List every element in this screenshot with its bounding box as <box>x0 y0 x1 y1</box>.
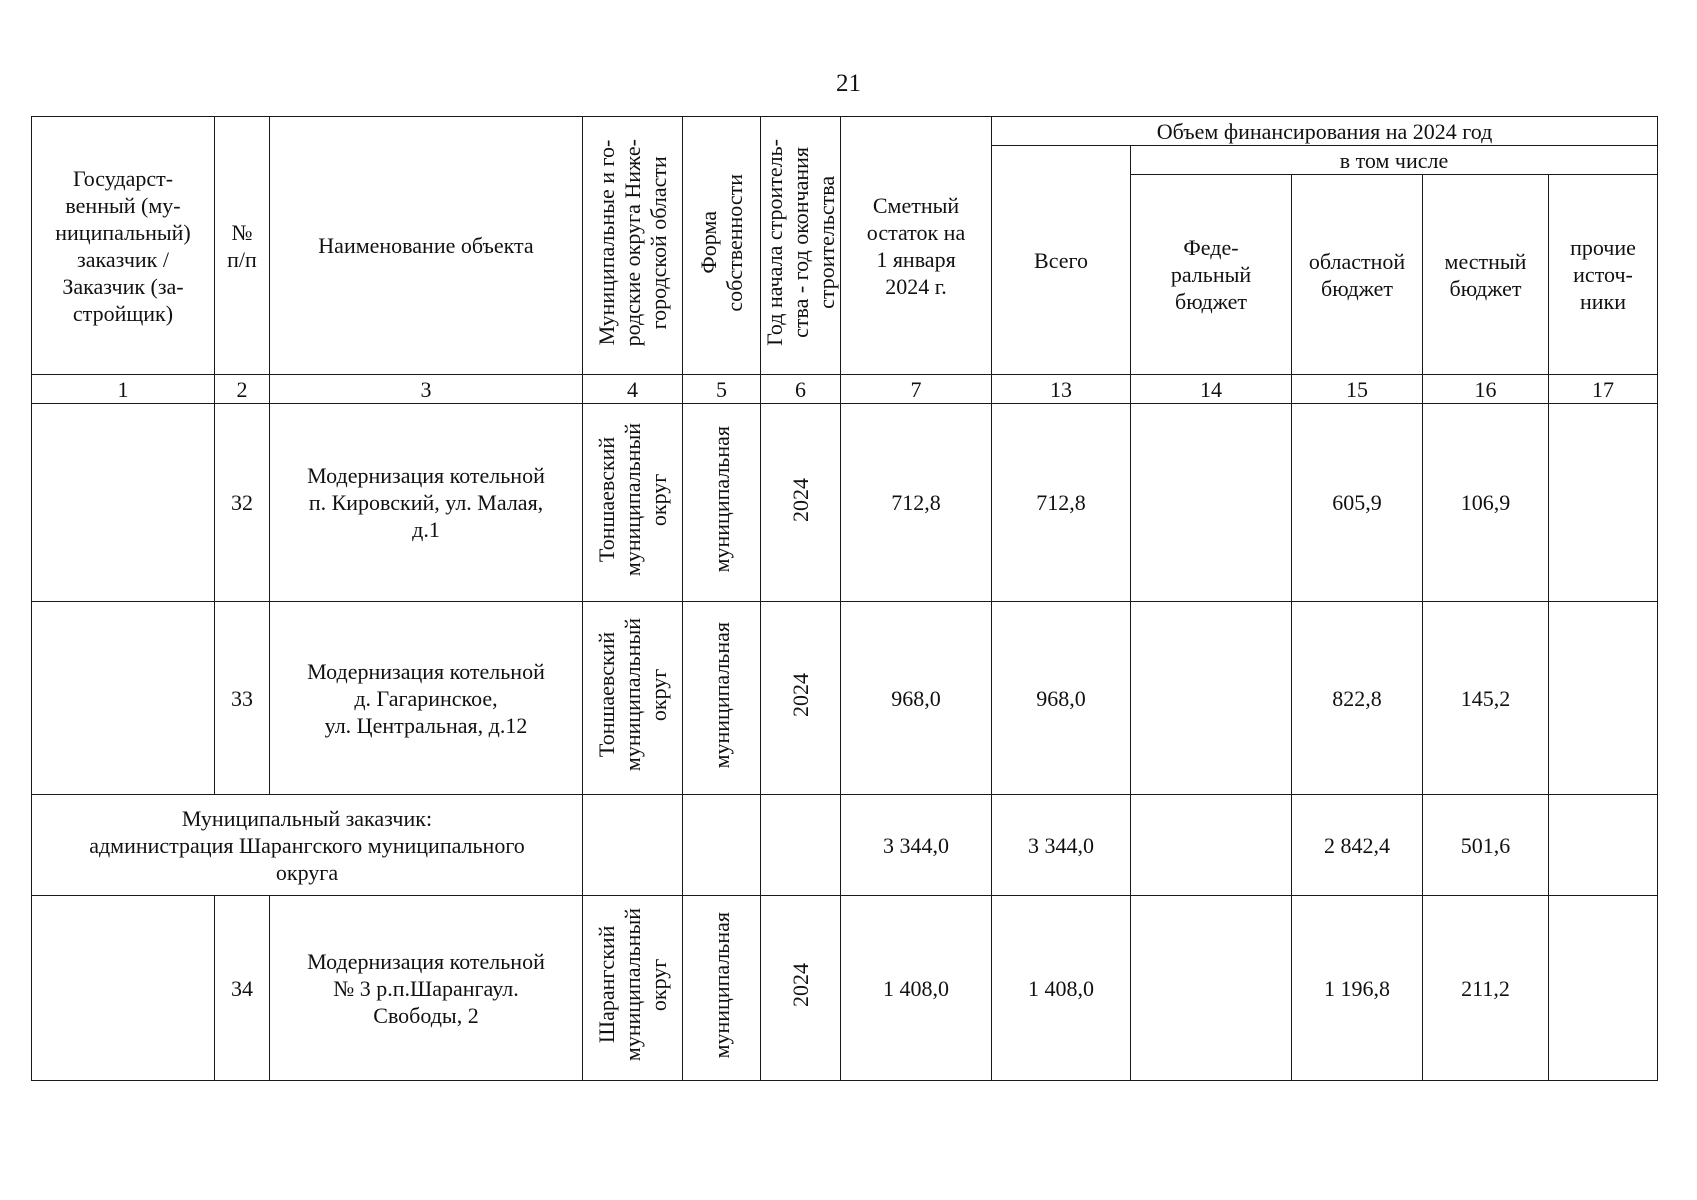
header-estimate: Сметный остаток на 1 января 2024 г. <box>841 117 992 375</box>
row-customer <box>32 896 215 1081</box>
column-number: 6 <box>761 375 841 404</box>
column-number: 3 <box>270 375 583 404</box>
row-number: 32 <box>215 404 270 602</box>
row-municipal: Шарангский муниципальный округ <box>583 896 683 1081</box>
row-regional: 822,8 <box>1292 602 1423 795</box>
row-local: 211,2 <box>1423 896 1549 1081</box>
financing-table <box>31 116 1658 1081</box>
column-number: 15 <box>1292 375 1423 404</box>
column-number: 1 <box>32 375 215 404</box>
header-number: № п/п <box>215 117 270 375</box>
row-other <box>1549 602 1658 795</box>
row-other <box>1549 896 1658 1081</box>
header-customer: Государст- венный (му- ниципальный) заказчик / Заказчик (за- стройщик) <box>32 117 215 375</box>
row-regional: 605,9 <box>1292 404 1423 602</box>
row-year: 2024 <box>761 896 841 1081</box>
subtotal-other <box>1549 795 1658 896</box>
row-estimate: 1 408,0 <box>841 896 992 1081</box>
row-other <box>1549 404 1658 602</box>
column-number: 17 <box>1549 375 1658 404</box>
header-row-1 <box>32 117 1658 146</box>
header-regional: областной бюджет <box>1292 175 1423 375</box>
row-year: 2024 <box>761 602 841 795</box>
column-numbers-row <box>32 375 1658 404</box>
subtotal-regional: 2 842,4 <box>1292 795 1423 896</box>
row-ownership: муниципальная <box>683 602 761 795</box>
row-local: 145,2 <box>1423 602 1549 795</box>
column-number: 4 <box>583 375 683 404</box>
subtotal-row <box>32 795 1658 896</box>
page-number: 21 <box>836 70 861 97</box>
row-federal <box>1131 896 1292 1081</box>
subtotal-estimate: 3 344,0 <box>841 795 992 896</box>
header-years: Год начала строитель- ства - год окончания строительства <box>761 117 841 375</box>
row-year: 2024 <box>761 404 841 602</box>
subtotal-year <box>761 795 841 896</box>
row-regional: 1 196,8 <box>1292 896 1423 1081</box>
header-local: местный бюджет <box>1423 175 1549 375</box>
table-row <box>32 602 1658 795</box>
header-total: Всего <box>992 146 1131 375</box>
row-municipal: Тоншаевский муниципальный округ <box>583 404 683 602</box>
column-number: 13 <box>992 375 1131 404</box>
subtotal-label: Муниципальный заказчик: администрация Шарангского муниципального округа <box>32 795 583 896</box>
row-estimate: 968,0 <box>841 602 992 795</box>
row-total: 712,8 <box>992 404 1131 602</box>
header-municipal: Муниципальные и го- родские округа Ниже- городской области <box>583 117 683 375</box>
row-federal <box>1131 404 1292 602</box>
header-including: в том числе <box>1131 146 1658 175</box>
row-estimate: 712,8 <box>841 404 992 602</box>
header-federal: Феде- ральный бюджет <box>1131 175 1292 375</box>
subtotal-federal <box>1131 795 1292 896</box>
column-number: 5 <box>683 375 761 404</box>
subtotal-total: 3 344,0 <box>992 795 1131 896</box>
column-number: 14 <box>1131 375 1292 404</box>
header-object-name: Наименование объекта <box>270 117 583 375</box>
row-object-name: Модернизация котельной № 3 р.п.Шарангаул. Свободы, 2 <box>270 896 583 1081</box>
subtotal-local: 501,6 <box>1423 795 1549 896</box>
row-object-name: Модернизация котельной д. Гагаринское, ул. Центральная, д.12 <box>270 602 583 795</box>
row-number: 33 <box>215 602 270 795</box>
table-row <box>32 896 1658 1081</box>
row-total: 1 408,0 <box>992 896 1131 1081</box>
row-ownership: муниципальная <box>683 404 761 602</box>
subtotal-ownership <box>683 795 761 896</box>
header-ownership: Форма собственности <box>683 117 761 375</box>
row-number: 34 <box>215 896 270 1081</box>
row-ownership: муниципальная <box>683 896 761 1081</box>
row-customer <box>32 404 215 602</box>
table-row <box>32 404 1658 602</box>
column-number: 7 <box>841 375 992 404</box>
row-object-name: Модернизация котельной п. Кировский, ул. Малая, д.1 <box>270 404 583 602</box>
header-financing: Объем финансирования на 2024 год <box>992 117 1658 146</box>
row-municipal: Тоншаевский муниципальный округ <box>583 602 683 795</box>
column-number: 2 <box>215 375 270 404</box>
row-federal <box>1131 602 1292 795</box>
subtotal-municipal <box>583 795 683 896</box>
row-local: 106,9 <box>1423 404 1549 602</box>
row-total: 968,0 <box>992 602 1131 795</box>
row-customer <box>32 602 215 795</box>
header-other: прочие источ- ники <box>1549 175 1658 375</box>
column-number: 16 <box>1423 375 1549 404</box>
